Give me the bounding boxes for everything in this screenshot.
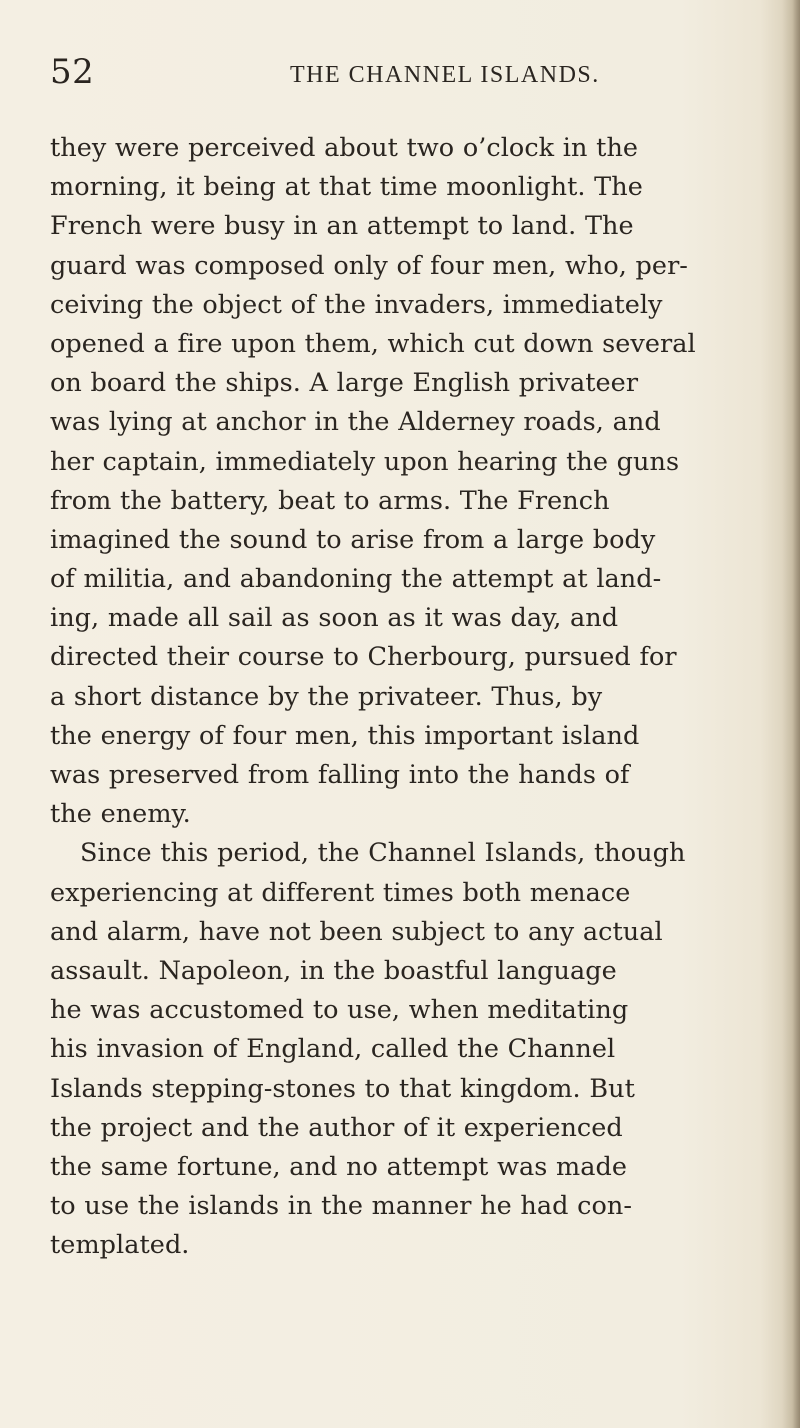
text-line: from the battery, beat to arms. The French bbox=[50, 485, 610, 516]
text-line: her captain, immediately upon hearing the guns bbox=[50, 446, 680, 477]
text-line: was lying at anchor in the Alderney roads, and bbox=[50, 407, 661, 438]
text-line: morning, it being at that time moonlight. The bbox=[50, 172, 643, 203]
text-line: directed their course to Cherbourg, pursued for bbox=[50, 642, 677, 673]
text-line: they were perceived about two o’clock in the bbox=[50, 133, 639, 163]
text-line: the project and the author of it experienced bbox=[50, 1112, 623, 1143]
text-line: his invasion of England, called the Channel bbox=[50, 1034, 616, 1065]
running-head: THE CHANNEL ISLANDS. bbox=[290, 62, 600, 88]
text-line: opened a fire upon them, which cut down several bbox=[50, 328, 696, 359]
text-line: the same fortune, and no attempt was made bbox=[50, 1151, 628, 1182]
text-line: of militia, and abandoning the attempt at land- bbox=[50, 564, 662, 595]
text-line: on board the ships. A large English privateer bbox=[50, 368, 639, 399]
page-number: 52 bbox=[50, 52, 95, 92]
text-line: to use the islands in the manner he had con- bbox=[50, 1191, 633, 1222]
text-line: Islands stepping-stones to that kingdom. But bbox=[50, 1073, 635, 1104]
text-line: imagined the sound to arise from a large body bbox=[50, 524, 656, 555]
body-text bbox=[50, 129, 770, 1265]
page-header bbox=[50, 52, 750, 92]
text-line: experiencing at different times both menace bbox=[50, 877, 631, 908]
text-line: Since this period, the Channel Islands, though bbox=[80, 838, 686, 869]
text-line: ing, made all sail as soon as it was day, and bbox=[50, 603, 619, 634]
text-line: the enemy. bbox=[50, 799, 191, 830]
text-line: French were busy in an attempt to land. The bbox=[50, 211, 634, 242]
page-edge-shadow bbox=[782, 0, 800, 1428]
text-line: he was accustomed to use, when meditating bbox=[50, 995, 629, 1026]
text-line: a short distance by the privateer. Thus, by bbox=[50, 681, 603, 712]
text-line: was preserved from falling into the hands of bbox=[50, 760, 630, 790]
text-line: guard was composed only of four men, who, per- bbox=[50, 250, 688, 281]
text-line: assault. Napoleon, in the boastful language bbox=[50, 955, 617, 986]
text-line: the energy of four men, this important island bbox=[50, 720, 640, 751]
text-line: templated. bbox=[50, 1230, 190, 1261]
text-line: and alarm, have not been subject to any actual bbox=[50, 916, 663, 947]
text-line: ceiving the object of the invaders, immediately bbox=[50, 289, 663, 320]
